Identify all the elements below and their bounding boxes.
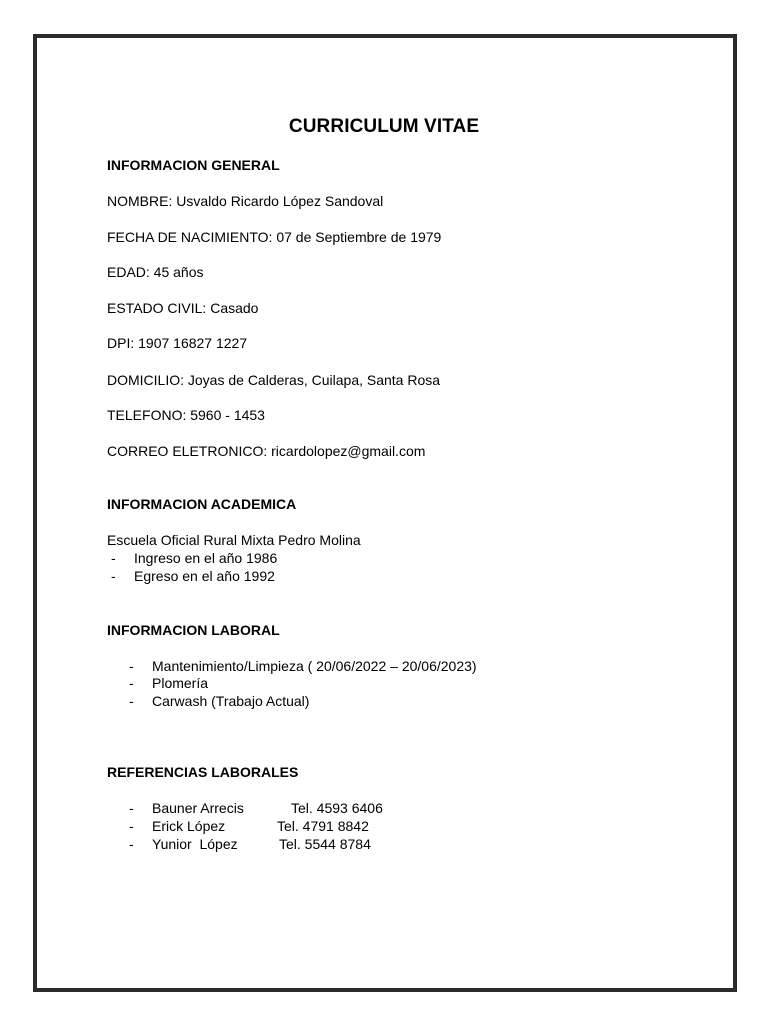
list-item-text: Ingreso en el año 1986 [134,550,278,566]
list-dash: - [129,693,134,709]
referencias-heading: REFERENCIAS LABORALES [107,764,299,780]
list-dash: - [111,568,116,584]
document-title: CURRICULUM VITAE [288,116,480,137]
reference-name: Erick López [152,818,226,834]
reference-tel: Tel. 5544 8784 [279,836,371,852]
list-item [0,800,768,818]
list-item-text: Carwash (Trabajo Actual) [152,693,310,709]
list-item [0,675,768,693]
list-item [0,836,768,854]
list-dash: - [129,800,134,816]
list-item [0,818,768,836]
list-item-text: Egreso en el año 1992 [134,568,275,584]
reference-name: Yunior López [152,836,238,852]
nombre-line: NOMBRE: Usvaldo Ricardo López Sandoval [107,193,384,209]
general-heading: INFORMACION GENERAL [107,157,280,173]
escuela-line: Escuela Oficial Rural Mixta Pedro Molina [107,532,361,548]
reference-name: Bauner Arrecis [152,800,244,816]
fecha-nacimiento-line: FECHA DE NACIMIENTO: 07 de Septiembre de 1979 [107,229,442,245]
list-item [0,658,768,676]
list-dash: - [129,658,134,674]
domicilio-line: DOMICILIO: Joyas de Calderas, Cuilapa, Santa Rosa [107,372,441,388]
list-dash: - [129,818,134,834]
list-dash: - [111,550,116,566]
list-item-text: Plomería [152,675,209,691]
edad-line: EDAD: 45 años [107,264,204,280]
list-dash: - [129,836,134,852]
dpi-line: DPI: 1907 16827 1227 [107,335,248,351]
estado-civil-line: ESTADO CIVIL: Casado [107,300,259,316]
reference-tel: Tel. 4791 8842 [277,818,369,834]
correo-line: CORREO ELETRONICO: ricardolopez@gmail.com [107,443,426,459]
reference-tel: Tel. 4593 6406 [291,800,383,816]
list-item [0,568,768,586]
telefono-line: TELEFONO: 5960 - 1453 [107,407,265,423]
list-dash: - [129,675,134,691]
laboral-heading: INFORMACION LABORAL [107,622,280,638]
list-item [0,693,768,711]
academica-heading: INFORMACION ACADEMICA [107,496,297,512]
list-item-text: Mantenimiento/Limpieza ( 20/06/2022 – 20/06/2023) [152,658,477,674]
list-item [0,550,768,568]
